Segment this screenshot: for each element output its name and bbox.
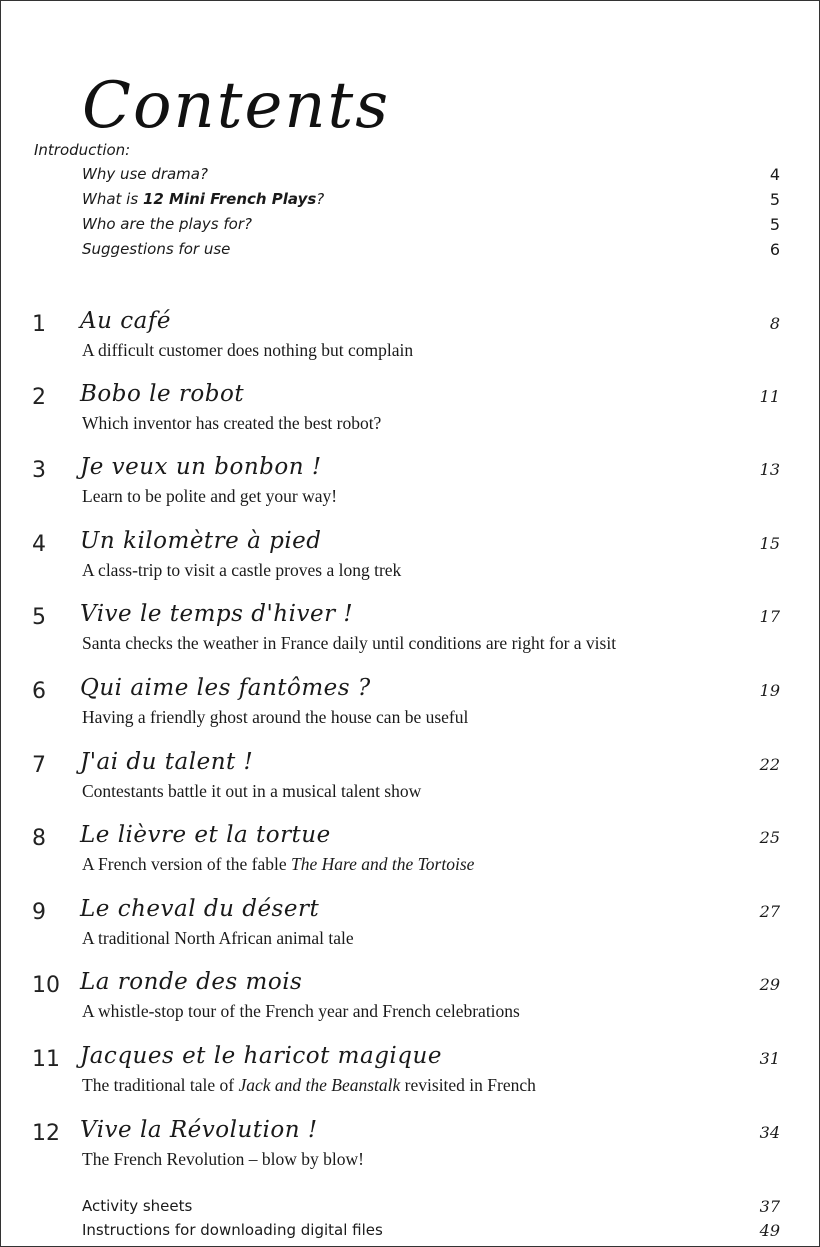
play-number: 9 bbox=[32, 900, 46, 925]
play-entry-8[interactable] bbox=[0, 822, 820, 886]
footer-item-activity-sheets[interactable] bbox=[82, 1197, 780, 1219]
play-title: La ronde des mois bbox=[80, 969, 303, 995]
play-title: Le cheval du désert bbox=[80, 896, 320, 922]
play-title: Qui aime les fantômes ? bbox=[80, 675, 371, 701]
play-description: A class-trip to visit a castle proves a long trek bbox=[82, 560, 402, 580]
page-number: 19 bbox=[759, 681, 780, 700]
page-number: 11 bbox=[759, 387, 780, 406]
play-title: Bobo le robot bbox=[80, 381, 245, 407]
play-number: 11 bbox=[32, 1047, 60, 1072]
play-number: 4 bbox=[32, 532, 46, 557]
play-number: 6 bbox=[32, 679, 46, 704]
play-entry-5[interactable] bbox=[0, 601, 820, 665]
play-title: Vive la Révolution ! bbox=[80, 1117, 318, 1143]
play-description: The French Revolution – blow by blow! bbox=[82, 1149, 364, 1169]
page-number: 8 bbox=[769, 314, 780, 333]
play-entry-7[interactable] bbox=[0, 749, 820, 813]
play-title: Je veux un bonbon ! bbox=[80, 454, 322, 480]
page-number: 13 bbox=[759, 460, 780, 479]
play-description: A traditional North African animal tale bbox=[82, 928, 354, 948]
page-number: 5 bbox=[769, 190, 780, 209]
play-number: 3 bbox=[32, 458, 46, 483]
play-entry-4[interactable] bbox=[0, 528, 820, 592]
play-description: Santa checks the weather in France daily until conditions are right for a visit bbox=[82, 633, 617, 653]
play-entry-1[interactable] bbox=[0, 308, 820, 372]
intro-item[interactable] bbox=[82, 215, 780, 237]
page-number: 15 bbox=[759, 534, 780, 553]
play-entry-6[interactable] bbox=[0, 675, 820, 739]
play-description: Which inventor has created the best robot? bbox=[82, 413, 382, 433]
play-entry-9[interactable] bbox=[0, 896, 820, 960]
play-description: Learn to be polite and get your way! bbox=[82, 486, 338, 506]
play-entry-11[interactable] bbox=[0, 1043, 820, 1107]
intro-item[interactable] bbox=[82, 165, 780, 187]
page-number: 37 bbox=[759, 1197, 780, 1216]
play-title: Jacques et le haricot magique bbox=[80, 1043, 442, 1069]
play-title: Au café bbox=[80, 308, 171, 334]
play-number: 2 bbox=[32, 385, 46, 410]
intro-item-label: Who are the plays for? bbox=[82, 215, 252, 233]
introduction-heading: Introduction: bbox=[34, 141, 131, 159]
page-title: Contents bbox=[82, 68, 391, 143]
play-number: 8 bbox=[32, 826, 46, 851]
play-description: A whistle-stop tour of the French year and French celebrations bbox=[82, 1001, 520, 1021]
intro-item-label: What is 12 Mini French Plays? bbox=[82, 190, 325, 208]
book-title: 12 Mini French Plays bbox=[142, 190, 317, 208]
page-number: 29 bbox=[759, 975, 780, 994]
footer-item-label: Instructions for downloading digital files bbox=[82, 1221, 383, 1239]
page-number: 27 bbox=[759, 902, 780, 921]
page-number: 5 bbox=[769, 215, 780, 234]
play-description: A difficult customer does nothing but complain bbox=[82, 340, 414, 360]
page-number: 25 bbox=[759, 828, 780, 847]
play-number: 5 bbox=[32, 605, 46, 630]
play-entry-2[interactable] bbox=[0, 381, 820, 445]
fable-title: The Hare and the Tortoise bbox=[290, 854, 475, 874]
intro-item-label: Why use drama? bbox=[82, 165, 208, 183]
page-number: 31 bbox=[759, 1049, 780, 1068]
play-title: Un kilomètre à pied bbox=[80, 528, 322, 554]
play-number: 1 bbox=[32, 312, 46, 337]
intro-item-label: Suggestions for use bbox=[82, 240, 231, 258]
page-number: 49 bbox=[759, 1221, 780, 1240]
play-title: J'ai du talent ! bbox=[80, 749, 254, 775]
footer-item-download-instructions[interactable] bbox=[82, 1221, 780, 1243]
play-description: Having a friendly ghost around the house can be useful bbox=[82, 707, 469, 727]
play-entry-3[interactable] bbox=[0, 454, 820, 518]
play-description: Contestants battle it out in a musical talent show bbox=[82, 781, 422, 801]
play-title: Vive le temps d'hiver ! bbox=[80, 601, 354, 627]
play-number: 7 bbox=[32, 753, 46, 778]
play-title: Le lièvre et la tortue bbox=[80, 822, 331, 848]
page-number: 17 bbox=[759, 607, 780, 626]
intro-item[interactable] bbox=[82, 190, 780, 212]
footer-item-label: Activity sheets bbox=[82, 1197, 193, 1215]
play-entry-12[interactable] bbox=[0, 1117, 820, 1181]
play-number: 12 bbox=[32, 1121, 60, 1146]
page-number: 4 bbox=[769, 165, 780, 184]
page-number: 6 bbox=[769, 240, 780, 259]
play-description: The traditional tale of Jack and the Beanstalk revisited in French bbox=[82, 1075, 536, 1095]
play-entry-10[interactable] bbox=[0, 969, 820, 1033]
play-number: 10 bbox=[32, 973, 60, 998]
intro-item[interactable] bbox=[82, 240, 780, 262]
play-description: A French version of the fable The Hare and the Tortoise bbox=[82, 854, 475, 874]
page-number: 22 bbox=[759, 755, 780, 774]
tale-title: Jack and the Beanstalk bbox=[238, 1075, 401, 1095]
page-number: 34 bbox=[759, 1123, 780, 1142]
